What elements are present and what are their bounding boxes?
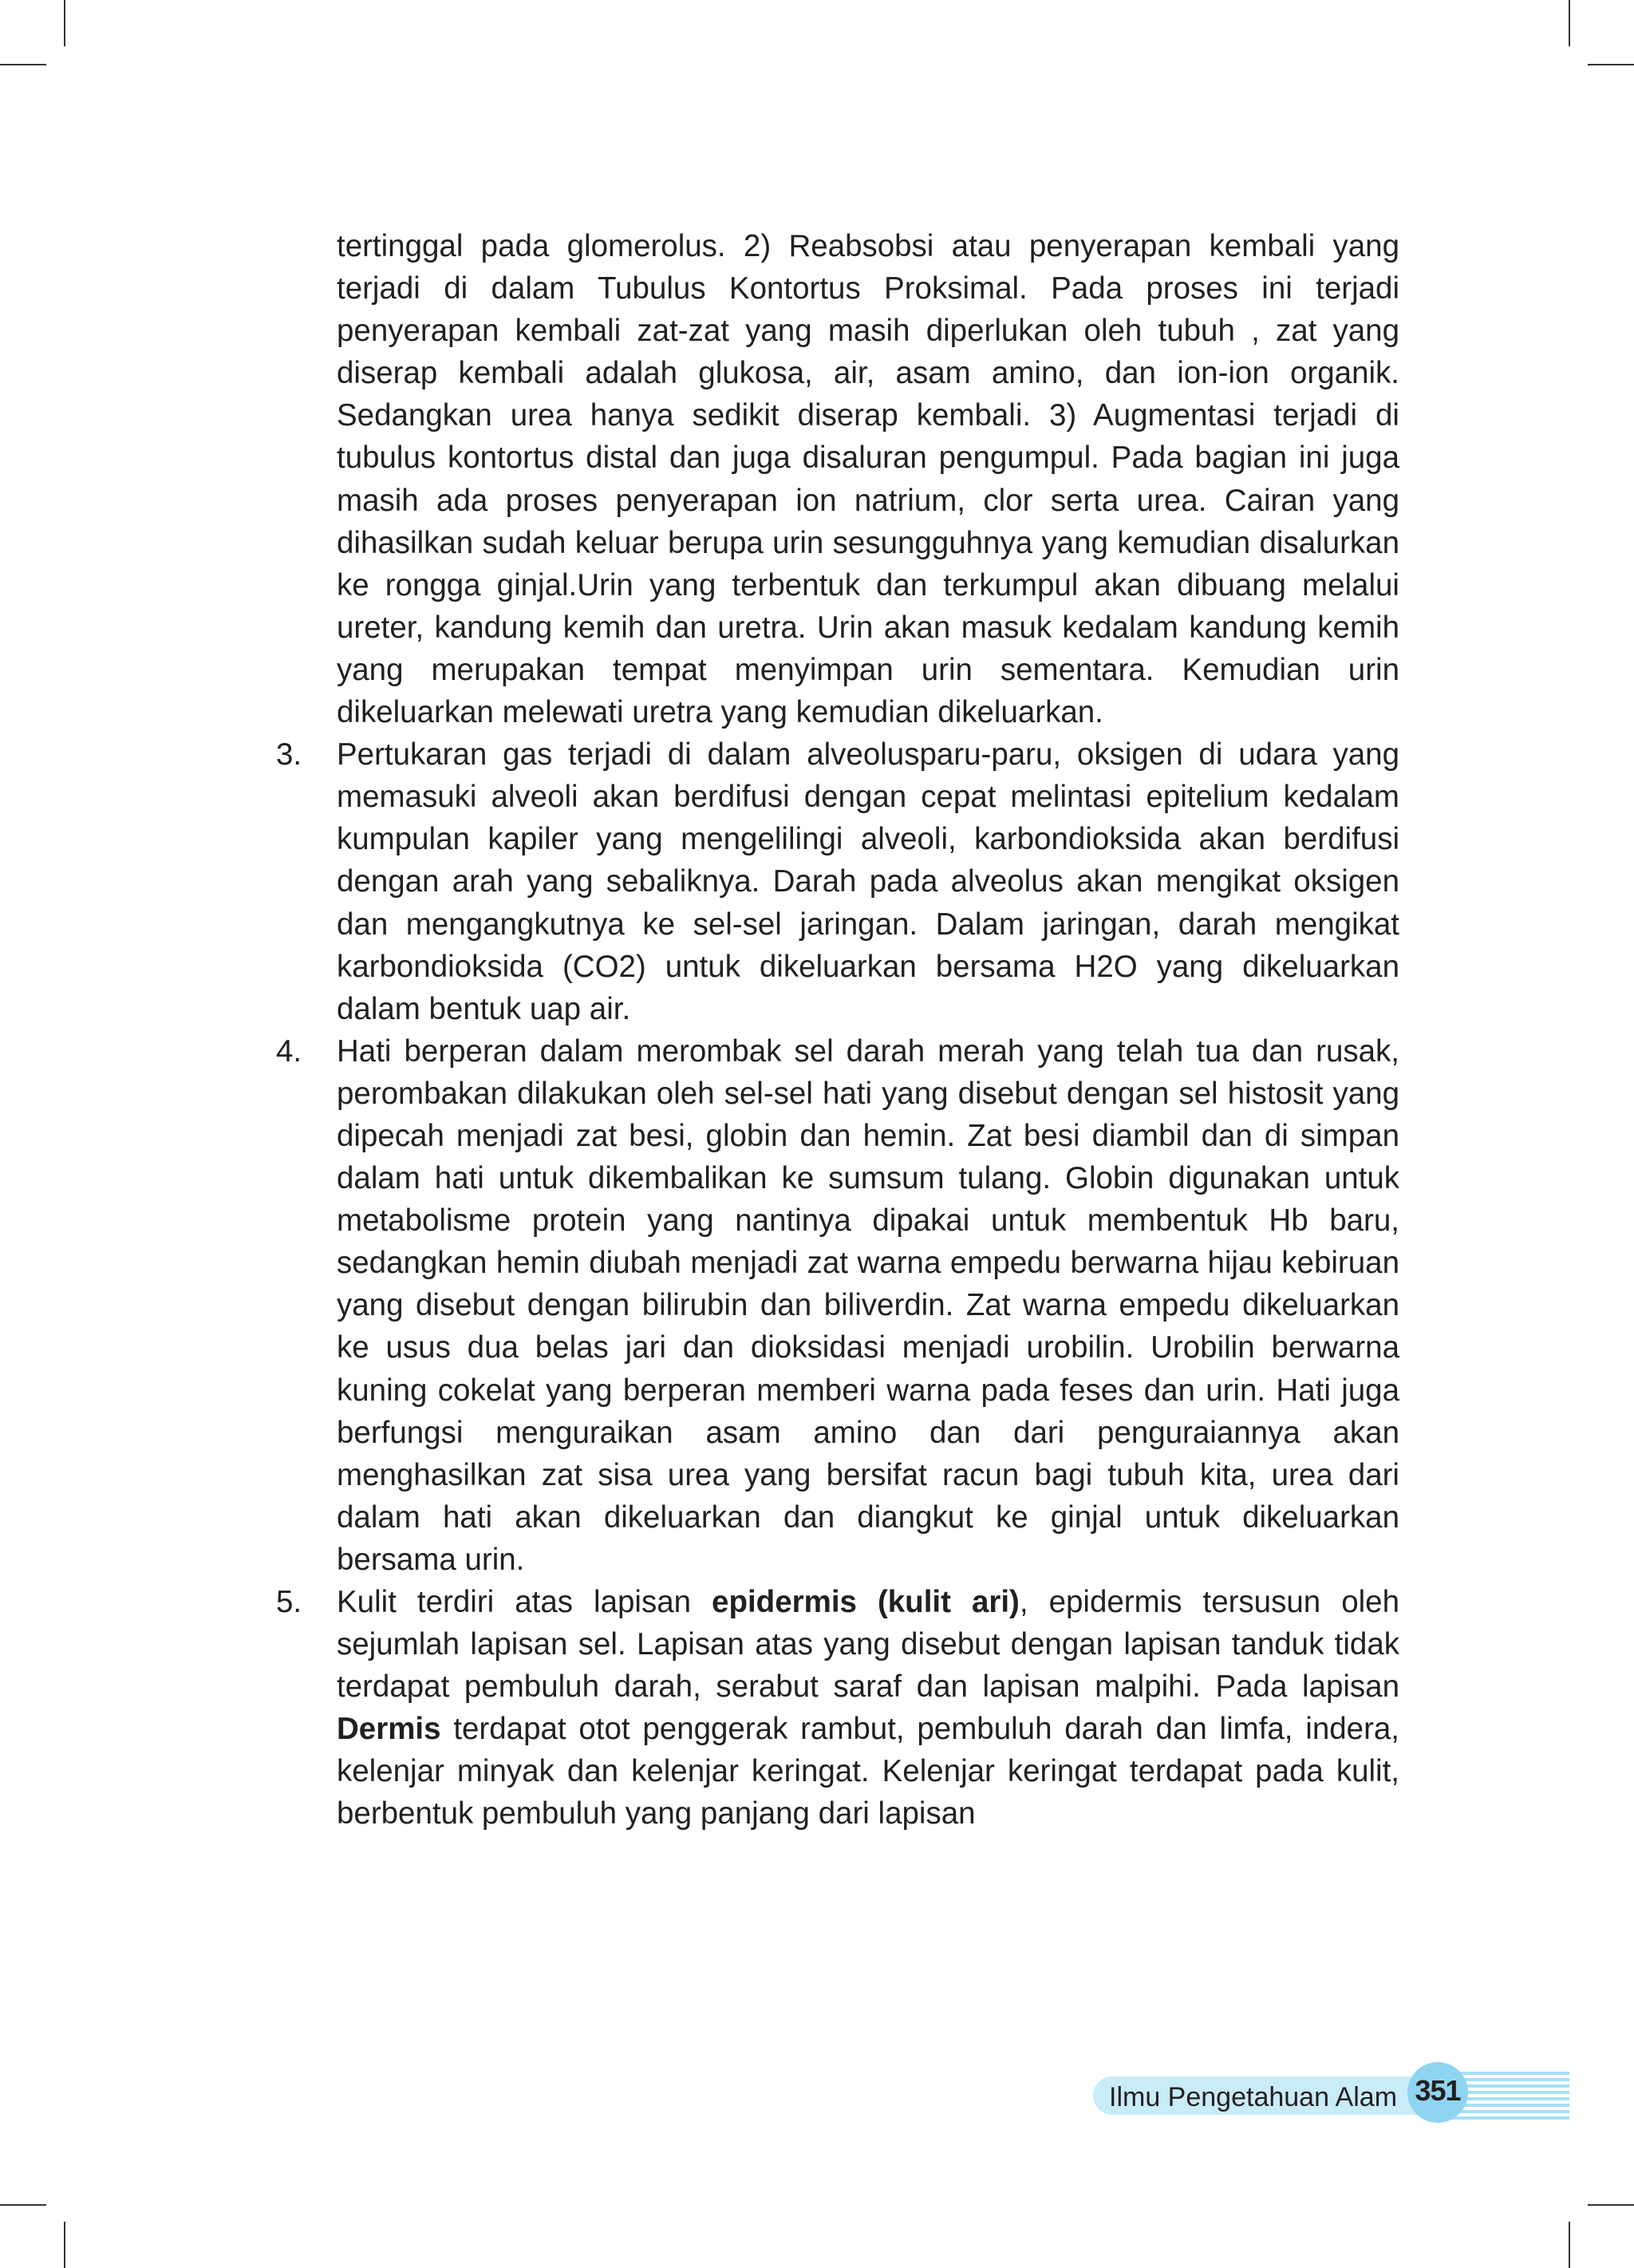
crop-mark-top-right-h <box>1588 64 1634 65</box>
text-segment: Kulit terdiri atas lapisan <box>337 1585 712 1619</box>
text-segment: terdapat otot penggerak rambut, pembuluh darah dan limfa, indera, kelenjar minyak dan kelenjar keringat. Kelenjar keringat terdapat pada kulit, berbentuk pembuluh yang panjang dari lapisan <box>337 1712 1399 1831</box>
list-item-text <box>337 1585 1399 1831</box>
list-item-text: Hati berperan dalam merombak sel darah merah yang telah tua dan rusak, perombakan dilakukan oleh sel-sel hati yang disebut dengan sel histosit yang dipecah menjadi zat besi, globin dan hemin. Zat besi diambil dan di simpan dalam hati untuk dikembalikan ke sumsum tulang. Globin digunakan untuk metabolisme protein yang nantinya dipakai untuk membentuk Hb baru, sedangkan hemin diubah menjadi zat warna empedu berwarna hijau kebiruan yang disebut dengan bilirubin dan biliverdin. Zat warna empedu dikeluarkan ke usus dua belas jari dan dioksidasi menjadi urobilin. Urobilin berwarna kuning cokelat yang berperan memberi warna pada feses dan urin. Hati juga berfungsi menguraikan asam amino dan dari penguraiannya akan menghasilkan zat sisa urea yang bersifat racun bagi tubuh kita, urea dari dalam hati akan dikeluarkan dan diangkut ke ginjal untuk dikeluarkan bersama urin. <box>337 1033 1399 1577</box>
list-item-3 <box>276 733 1399 1030</box>
page-content <box>276 225 1399 1835</box>
intro-paragraph: tertinggal pada glomerolus. 2) Reabsobsi atau penyerapan kembali yang terjadi di dalam Tubulus Kontortus Proksimal. Pada proses ini terjadi penyerapan kembali zat-zat yang masih diperlukan oleh tubuh , zat yang diserap kembali adalah glukosa, air, asam amino, dan ion-ion organik. Sedangkan urea hanya sedikit diserap kembali. 3) Augmentasi terjadi di tubulus kontortus distal dan juga disaluran pengumpul. Pada bagian ini juga masih ada proses penyerapan ion natrium, clor serta urea. Cairan yang dihasilkan sudah keluar berupa urin sesungguhnya yang kemudian disalurkan ke rongga ginjal.Urin yang terbentuk dan terkumpul akan dibuang melalui ureter, kandung kemih dan uretra. Urin akan masuk kedalam kandung kemih yang merupakan tempat menyimpan urin sementara. Kemudian urin dikeluarkan melewati uretra yang kemudian dikeluarkan. <box>337 229 1399 730</box>
list-item-text: Pertukaran gas terjadi di dalam alveolusparu-paru, oksigen di udara yang memasuki alveoli akan berdifusi dengan cepat melintasi epitelium kedalam kumpulan kapiler yang mengelilingi alveoli, karbondioksida akan berdifusi dengan arah yang sebaliknya. Darah pada alveolus akan mengikat oksigen dan mengangkutnya ke sel-sel jaringan. Dalam jaringan, darah mengikat karbondioksida (CO2) untuk dikeluarkan bersama H2O yang dikeluarkan dalam bentuk uap air. <box>337 737 1399 1026</box>
bold-term-dermis: Dermis <box>337 1712 441 1747</box>
list-item-5 <box>276 1581 1399 1835</box>
footer-book-title-tab <box>1093 2076 1428 2115</box>
footer-book-title: Ilmu Pengetahuan Alam <box>1109 2082 1398 2112</box>
list-item-number: 4. <box>276 1033 302 1069</box>
list-item-number: 3. <box>276 737 302 772</box>
crop-mark-top-left <box>64 0 65 46</box>
bold-term-epidermis: epidermis (kulit ari) <box>712 1585 1020 1619</box>
crop-mark-bottom-left <box>64 2222 65 2268</box>
list-item-4 <box>276 1030 1399 1581</box>
crop-mark-top-right <box>1569 0 1570 46</box>
crop-mark-top-left-h <box>0 64 46 65</box>
page-number: 351 <box>1415 2074 1461 2107</box>
crop-mark-bottom-left-h <box>0 2204 46 2206</box>
crop-mark-bottom-right-h <box>1588 2204 1634 2206</box>
text-segment: , epidermis tersusun oleh sejumlah lapisan sel. Lapisan atas yang disebut dengan lapisan tanduk tidak terdapat pembuluh darah, serabut saraf dan lapisan malpihi. Pada lapisan <box>337 1585 1399 1705</box>
crop-mark-bottom-right <box>1569 2222 1570 2268</box>
list-item-number: 5. <box>276 1585 302 1619</box>
